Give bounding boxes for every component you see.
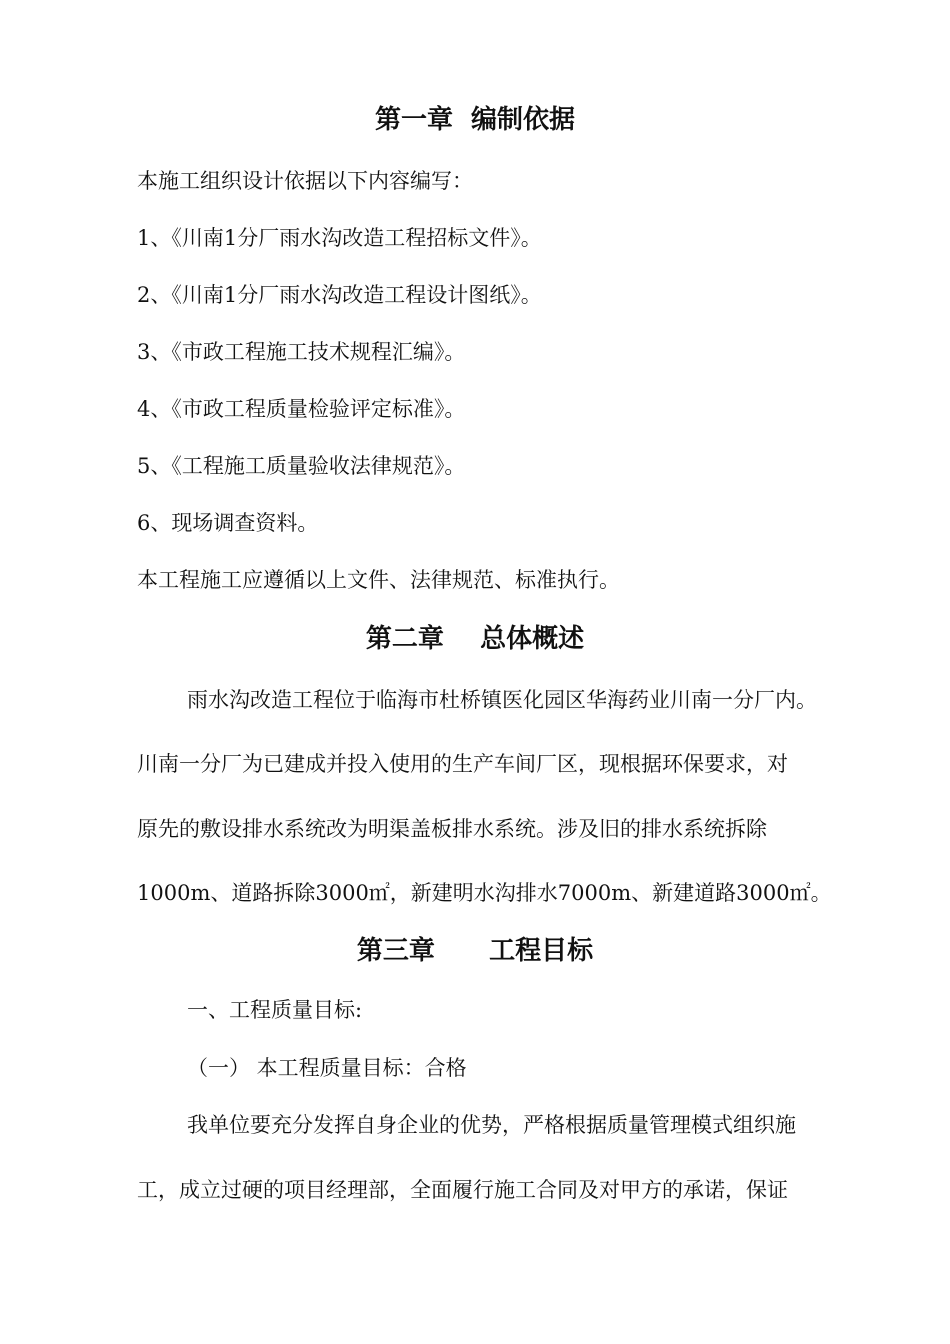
chapter-1-title: 第一章 编制依据 xyxy=(374,105,576,135)
quality-target-heading: 一、工程质量目标: xyxy=(187,998,363,1022)
chapter-1-closing: 本工程施工应遵循以上文件、法律规范、标准执行。 xyxy=(137,568,620,592)
reference-item-5: 5、《工程施工质量验收法律规范》。 xyxy=(137,454,466,478)
reference-item-4: 4、《市政工程质量检验评定标准》。 xyxy=(137,397,466,421)
quality-line-2: 工，成立过硬的项目经理部，全面履行施工合同及对甲方的承诺，保证 xyxy=(137,1178,788,1202)
quality-target-item: （一） 本工程质量目标：合格 xyxy=(187,1056,467,1080)
overview-line-3: 原先的敷设排水系统改为明渠盖板排水系统。涉及旧的排水系统拆除 xyxy=(137,817,767,841)
reference-item-1: 1、《川南1分厂雨水沟改造工程招标文件》。 xyxy=(137,226,542,250)
chapter-1-intro: 本施工组织设计依据以下内容编写： xyxy=(137,169,473,193)
quality-line-1: 我单位要充分发挥自身企业的优势，严格根据质量管理模式组织施 xyxy=(187,1113,796,1137)
reference-item-2: 2、《川南1分厂雨水沟改造工程设计图纸》。 xyxy=(137,283,542,307)
reference-item-3: 3、《市政工程施工技术规程汇编》。 xyxy=(137,340,466,364)
overview-line-1: 雨水沟改造工程位于临海市杜桥镇医化园区华海药业川南一分厂内。 xyxy=(187,688,817,712)
overview-line-2: 川南一分厂为已建成并投入使用的生产车间厂区，现根据环保要求，对 xyxy=(137,752,788,776)
chapter-2-title: 第二章 总体概述 xyxy=(365,624,585,654)
overview-line-4: 1000m、道路拆除3000㎡，新建明水沟排水7000m、新建道路3000㎡。 xyxy=(137,881,832,905)
reference-item-6: 6、现场调查资料。 xyxy=(137,511,319,535)
chapter-3-title: 第三章 工程目标 xyxy=(356,936,594,966)
